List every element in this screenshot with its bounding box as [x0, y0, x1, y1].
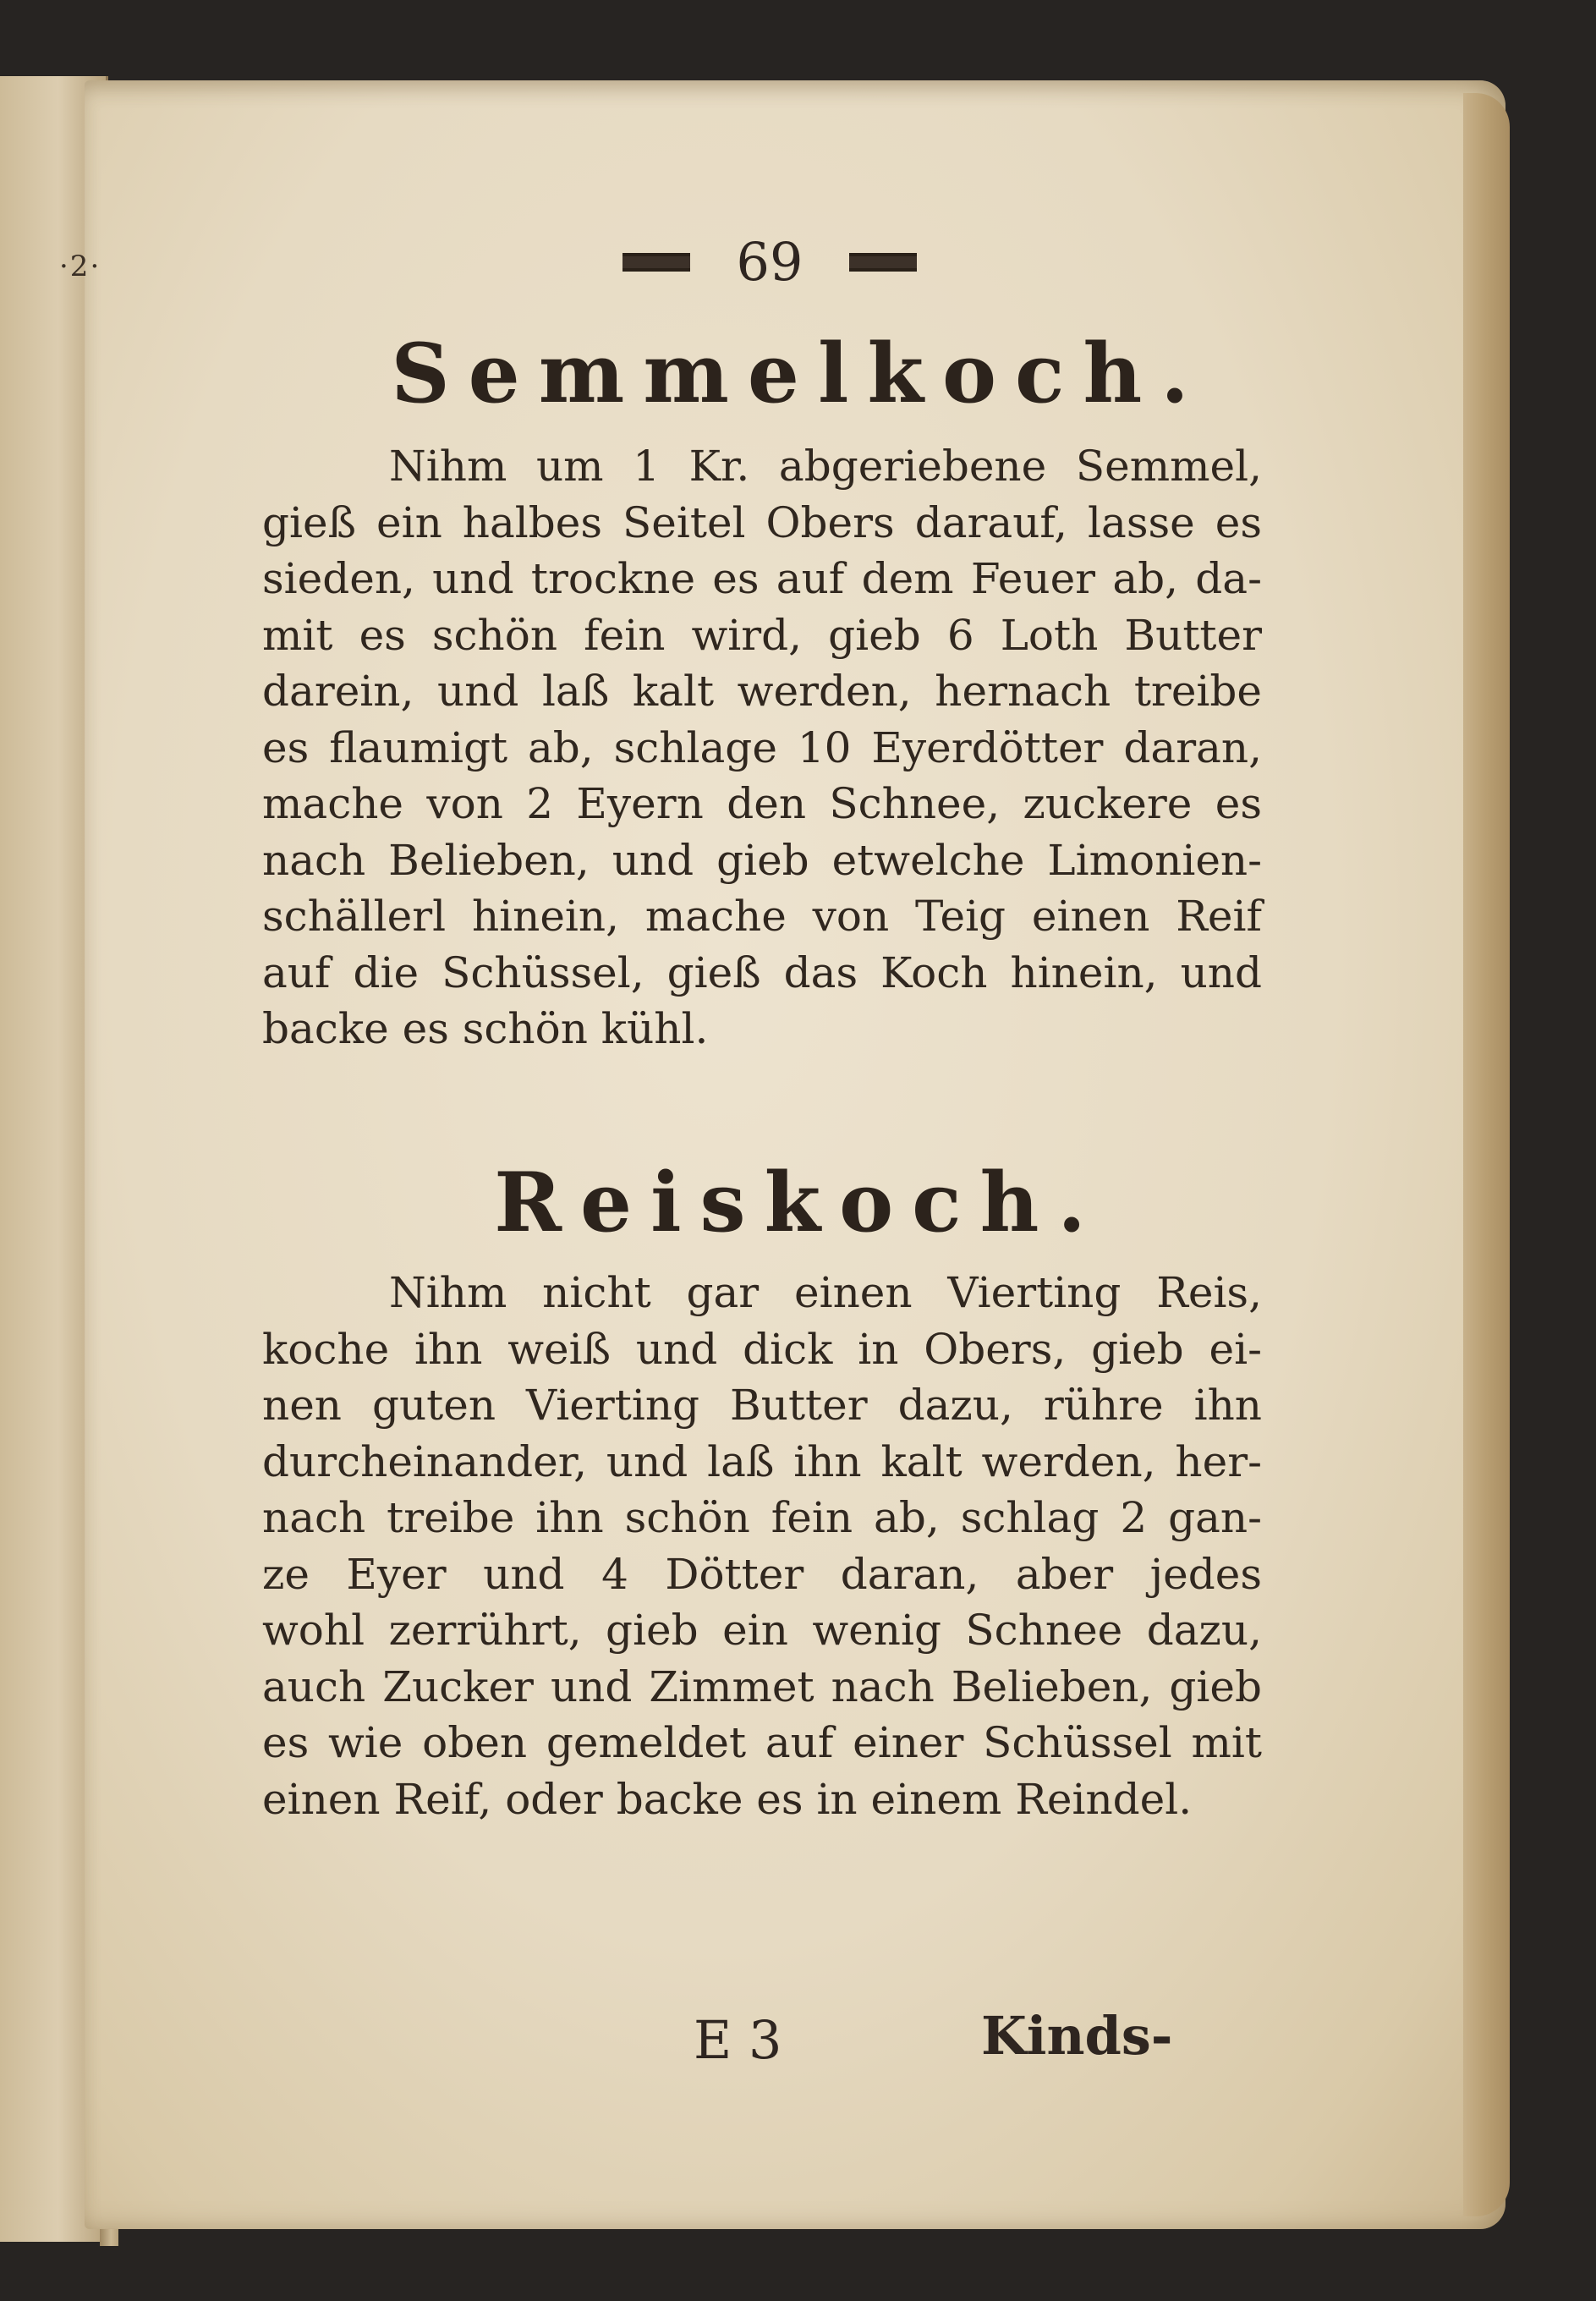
text-line: auch Zucker und Zimmet nach Belieben, gieb [262, 1661, 1262, 1711]
text-line: durcheinander, und laß ihn kalt werden, her- [262, 1436, 1262, 1486]
text-line: wohl zerrührt, gieb ein wenig Schnee dazu, [262, 1606, 1262, 1655]
text-line: darein, und laß kalt werden, hernach treibe [262, 667, 1262, 716]
text-line: auf die Schüssel, gieß das Koch hinein, und [262, 947, 1262, 997]
catchword: Kinds- [981, 2005, 1173, 2067]
text-line: sieden, und trockne es auf dem Feuer ab, da- [262, 554, 1262, 603]
text-line: nen guten Vierting Butter dazu, rühre ihn [262, 1381, 1262, 1430]
text-line: es flaumigt ab, schlage 10 Eyerdötter daran, [262, 722, 1262, 772]
recipe-body-semmelkoch [262, 438, 1262, 1057]
text-line: Nihm nicht gar einen Vierting Reis, [389, 1268, 1262, 1317]
header-rule-right [849, 253, 917, 272]
recipe-body-reiskoch [262, 1265, 1262, 1827]
text-line: backe es schön kühl. [262, 1004, 709, 1053]
page-header [592, 233, 947, 292]
text-line: gieß ein halbes Seitel Obers darauf, lasse es [262, 497, 1262, 547]
recipe-title-semmelkoch: Semmelkoch. [391, 326, 1208, 421]
text-line: ze Eyer und 4 Dötter daran, aber jedes [262, 1549, 1262, 1599]
text-line: nach treibe ihn schön fein ab, schlag 2 gan- [262, 1493, 1262, 1542]
text-line: nach Belieben, und gieb etwelche Limonien- [262, 835, 1262, 885]
page-number: 69 [736, 231, 803, 293]
text-line: Nihm um 1 Kr. abgeriebene Semmel, [389, 442, 1262, 491]
text-line: mit es schön fein wird, gieb 6 Loth Butter [262, 610, 1262, 660]
recipe-title-reiskoch: Reiskoch. [494, 1155, 1105, 1250]
text-line: schällerl hinein, mache von Teig einen Reif [262, 892, 1262, 941]
facing-page-mark: ·2· [59, 250, 101, 283]
text-line: koche ihn weiß und dick in Obers, gieb ei- [262, 1324, 1262, 1374]
text-line: einen Reif, oder backe es in einem Reindel. [262, 1774, 1193, 1824]
signature-mark: E 3 [694, 2009, 782, 2071]
header-rule-left [622, 253, 690, 272]
page-fore-edge [1463, 93, 1510, 2216]
text-line: mache von 2 Eyern den Schnee, zuckere es [262, 779, 1262, 828]
text-line: es wie oben gemeldet auf einer Schüssel mit [262, 1718, 1262, 1767]
